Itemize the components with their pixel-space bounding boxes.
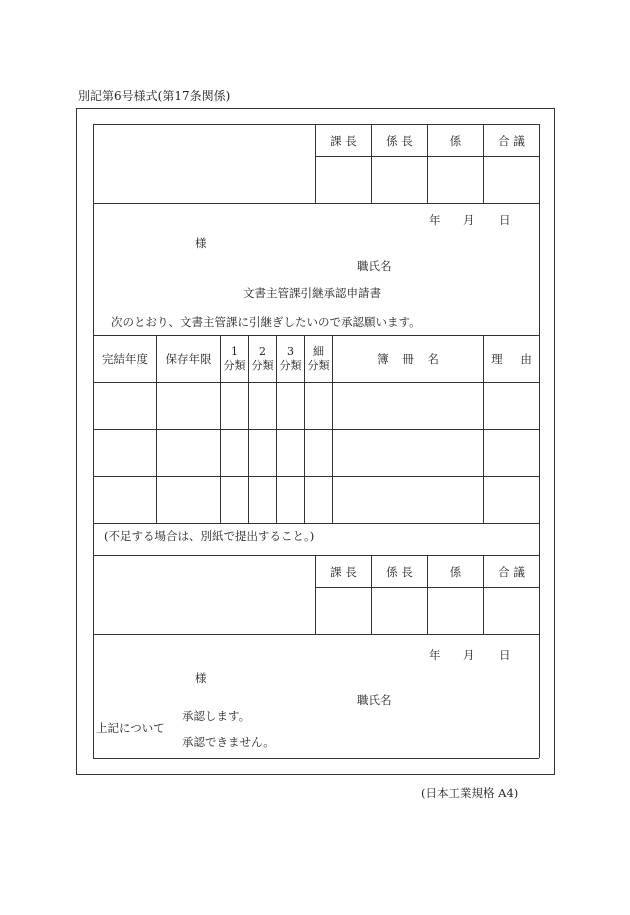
request-date-month: 月 (463, 213, 475, 227)
col-header-class1-num: 1 (231, 345, 238, 358)
decision-about-label: 上記について (96, 721, 165, 735)
col-header-detail-label: 分類 (307, 359, 330, 372)
cell-ledger-name[interactable] (333, 477, 483, 523)
applicant-name-label: 職氏名 (357, 259, 392, 273)
col-header-detail-num: 細 (313, 345, 324, 358)
reject-option[interactable]: 承認できません。 (182, 735, 275, 749)
approve-option[interactable]: 承認します。 (182, 709, 251, 723)
decision-date-month: 月 (463, 648, 475, 662)
cell-retention-period[interactable] (157, 477, 220, 523)
decision-date-day: 日 (499, 648, 511, 662)
approval-header-section-chief: 課 長 (330, 564, 357, 579)
approval-stamp-consultation[interactable] (484, 588, 539, 634)
approval-stamp-subsection-chief[interactable] (372, 157, 427, 203)
col-header-completion-year: 完結年度 (102, 352, 148, 366)
col-header-class3-label: 分類 (279, 359, 302, 372)
cell-ledger-name[interactable] (333, 430, 483, 476)
approver-name-label: 職氏名 (357, 693, 392, 707)
approval-stamp-subsection-chief[interactable] (372, 588, 427, 634)
col-header-class1 (221, 336, 248, 382)
cell-retention-period[interactable] (157, 383, 220, 429)
approval-stamp-section-chief[interactable] (316, 157, 371, 203)
col-header-class2-num: 2 (259, 345, 266, 358)
approval-header-staff: 係 (449, 564, 462, 579)
col-header-class3 (277, 336, 304, 382)
approval-header-subsection-chief: 係 長 (386, 133, 413, 148)
request-date-year: 年 (429, 213, 441, 227)
approval-header-subsection-chief: 係 長 (386, 564, 413, 579)
decision-date-year: 年 (429, 648, 441, 662)
cell-completion-year[interactable] (94, 430, 156, 476)
approval-header-staff: 係 (449, 133, 462, 148)
col-header-retention-period: 保存年限 (165, 352, 212, 366)
col-header-class1-label: 分類 (223, 359, 246, 372)
col-header-reason: 理 由 (491, 352, 532, 366)
form-caption: 別記第6号様式(第17条関係) (78, 89, 231, 103)
approval-stamp-staff[interactable] (428, 157, 483, 203)
col-header-class3-num: 3 (287, 345, 294, 358)
cell-completion-year[interactable] (94, 383, 156, 429)
cell-retention-period[interactable] (157, 430, 220, 476)
request-lead-text: 次のとおり、文書主管課に引継ぎしたいので承認願います。 (111, 315, 421, 329)
cell-ledger-name[interactable] (333, 383, 483, 429)
addressee-suffix: 様 (195, 236, 207, 250)
approval-header-consultation: 合 議 (498, 564, 525, 579)
approval-header-consultation: 合 議 (498, 133, 525, 148)
decision-addressee-suffix: 様 (195, 671, 207, 685)
approval-stamp-consultation[interactable] (484, 157, 539, 203)
cell-reason[interactable] (484, 430, 539, 476)
table-note: (不足する場合は、別紙で提出すること。) (104, 529, 315, 543)
col-header-ledger-name: 簿 冊 名 (377, 352, 439, 366)
cell-reason[interactable] (484, 477, 539, 523)
approval-stamp-staff[interactable] (428, 588, 483, 634)
col-header-detail-class (305, 336, 332, 382)
approval-stamp-section-chief[interactable] (316, 588, 371, 634)
col-header-class2 (249, 336, 276, 382)
approval-header-section-chief: 課 長 (330, 133, 357, 148)
col-header-class2-label: 分類 (251, 359, 274, 372)
paper-size-note: (日本工業規格 A4) (421, 786, 519, 800)
request-date-day: 日 (499, 213, 511, 227)
cell-completion-year[interactable] (94, 477, 156, 523)
document-title: 文書主管課引継承認申請書 (243, 286, 381, 300)
cell-reason[interactable] (484, 383, 539, 429)
